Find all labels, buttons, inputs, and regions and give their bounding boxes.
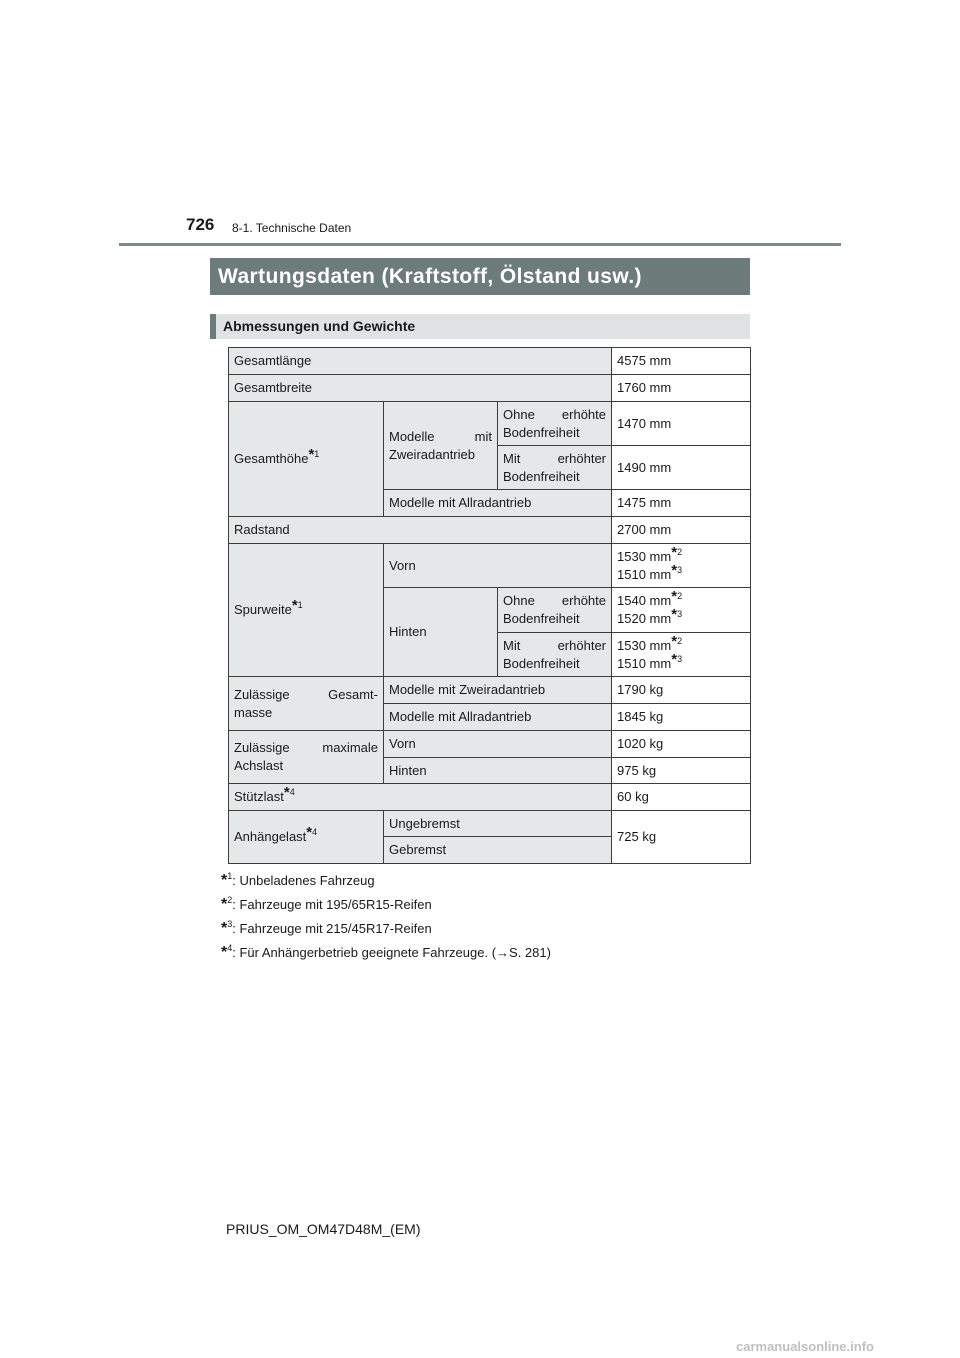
table-cell-value — [612, 633, 751, 677]
table-row — [229, 402, 751, 446]
footnote-asterisk: * — [671, 650, 678, 668]
table-cell-label: Modelle mit Zweiradantrieb — [384, 402, 498, 490]
table-cell-label: Zulässige Gesamt-masse — [229, 677, 384, 731]
table-cell-value: 975 kg — [612, 758, 751, 784]
footnote-asterisk: * — [306, 824, 313, 841]
table-cell-value — [612, 588, 751, 633]
table-cell-label — [229, 811, 384, 864]
footnote-text: : Fahrzeuge mit 215/45R17-Reifen — [232, 921, 432, 936]
label-text: Spurweite — [234, 602, 292, 617]
footnote-number: 3 — [227, 919, 233, 929]
table-row — [229, 544, 751, 588]
footnote-ref: 4 — [289, 787, 295, 797]
footnote-asterisk: * — [221, 896, 228, 913]
table-cell-label: Gesamtlänge — [229, 348, 612, 375]
section-breadcrumb: 8-1. Technische Daten — [232, 221, 352, 235]
value-text: 1540 mm — [617, 593, 672, 608]
footnote-asterisk: * — [671, 632, 678, 650]
footnote-text: : Fahrzeuge mit 195/65R15-Reifen — [232, 897, 432, 912]
table-cell-value: 725 kg — [612, 811, 751, 864]
footnote-asterisk: * — [221, 920, 228, 937]
value-text: 1530 mm — [617, 637, 672, 653]
footnotes — [221, 869, 551, 965]
dimensions-weights-table — [228, 347, 751, 864]
footnote-item — [221, 893, 551, 917]
table-cell-label: Ohne erhöhte Bodenfreiheit — [498, 402, 612, 446]
table-cell-value: 1470 mm — [612, 402, 751, 446]
table-cell-value: 1475 mm — [612, 490, 751, 517]
table-cell-label: Hinten — [384, 588, 498, 677]
footnote-asterisk: * — [671, 588, 678, 605]
footnote-ref: 1 — [314, 449, 320, 459]
footnote-number: 4 — [227, 943, 233, 953]
table-cell-label — [229, 784, 612, 811]
footnote-item — [221, 941, 551, 965]
table-row — [229, 811, 751, 837]
footnote-item — [221, 917, 551, 941]
site-watermark: carmanualsonline.info — [736, 1339, 874, 1354]
table-cell-value — [612, 544, 751, 588]
table-cell-label — [229, 402, 384, 517]
footnote-asterisk: * — [671, 606, 678, 623]
value-text: 1530 mm — [617, 548, 672, 564]
footnote-asterisk: * — [291, 597, 298, 614]
table-cell-value: 1760 mm — [612, 375, 751, 402]
table-cell-label: Ungebremst — [384, 811, 612, 837]
table-cell-label: Hinten — [384, 758, 612, 784]
table-cell-label: Vorn — [384, 544, 612, 588]
table-cell-label: Mit erhöhter Bodenfreiheit — [498, 633, 612, 677]
table-row — [229, 677, 751, 704]
table-cell-label: Modelle mit Allradantrieb — [384, 490, 612, 517]
table-cell-label: Modelle mit Allradantrieb — [384, 704, 612, 731]
footnote-item — [221, 869, 551, 893]
footnote-ref: 3 — [677, 609, 683, 619]
table-row — [229, 731, 751, 758]
header-divider — [119, 243, 841, 246]
label-text: Gesamthöhe — [234, 451, 309, 466]
table-cell-value: 1845 kg — [612, 704, 751, 731]
footnote-asterisk: * — [283, 784, 290, 801]
footnote-text: : Unbeladenes Fahrzeug — [232, 873, 375, 888]
footnote-ref: 2 — [677, 546, 683, 557]
label-text: Anhängelast — [234, 829, 307, 844]
page-title-banner: Wartungsdaten (Kraftstoff, Ölstand usw.) — [210, 258, 750, 295]
value-text: 1510 mm — [617, 566, 672, 582]
subsection-title: Abmessungen und Gewichte — [210, 314, 750, 339]
label-text: Stützlast — [234, 789, 284, 804]
table-cell-value: 2700 mm — [612, 517, 751, 544]
table-row — [229, 784, 751, 811]
footnote-asterisk: * — [221, 872, 228, 889]
table-cell-label: Zulässige maximale Achslast — [229, 731, 384, 784]
table-cell-label: Modelle mit Zweiradantrieb — [384, 677, 612, 704]
table-cell-label: Vorn — [384, 731, 612, 758]
table-cell-label: Gesamtbreite — [229, 375, 612, 402]
document-code-footer: PRIUS_OM_OM47D48M_(EM) — [226, 1221, 421, 1237]
table-cell-label: Mit erhöhter Bodenfreiheit — [498, 446, 612, 490]
footnote-ref: 1 — [297, 600, 303, 610]
table-cell-label: Gebremst — [384, 837, 612, 864]
table-cell-value: 60 kg — [612, 784, 751, 811]
table-cell-value: 4575 mm — [612, 348, 751, 375]
table-cell-label — [229, 544, 384, 677]
footnote-ref: 4 — [312, 827, 318, 837]
footnote-number: 1 — [227, 871, 233, 881]
footnote-asterisk: * — [308, 446, 315, 463]
footnote-ref: 3 — [677, 653, 683, 664]
footnote-asterisk: * — [221, 944, 228, 961]
table-cell-value: 1020 kg — [612, 731, 751, 758]
table-cell-label: Radstand — [229, 517, 612, 544]
footnote-ref: 3 — [677, 564, 683, 575]
footnote-asterisk: * — [671, 561, 678, 579]
footnote-asterisk: * — [671, 543, 678, 561]
table-row — [229, 375, 751, 402]
table-row — [229, 348, 751, 375]
footnote-text: : Für Anhängerbetrieb geeignete Fahrzeuge. (→S. 281) — [232, 945, 551, 960]
page-number: 726 — [186, 215, 215, 234]
footnote-ref: 2 — [677, 591, 683, 601]
table-cell-value: 1490 mm — [612, 446, 751, 490]
table-row — [229, 517, 751, 544]
table-cell-label: Ohne erhöhte Bodenfreiheit — [498, 588, 612, 633]
footnote-ref: 2 — [677, 635, 683, 646]
value-text: 1520 mm — [617, 611, 672, 626]
footnote-number: 2 — [227, 895, 233, 905]
value-text: 1510 mm — [617, 655, 672, 671]
table-cell-value: 1790 kg — [612, 677, 751, 704]
